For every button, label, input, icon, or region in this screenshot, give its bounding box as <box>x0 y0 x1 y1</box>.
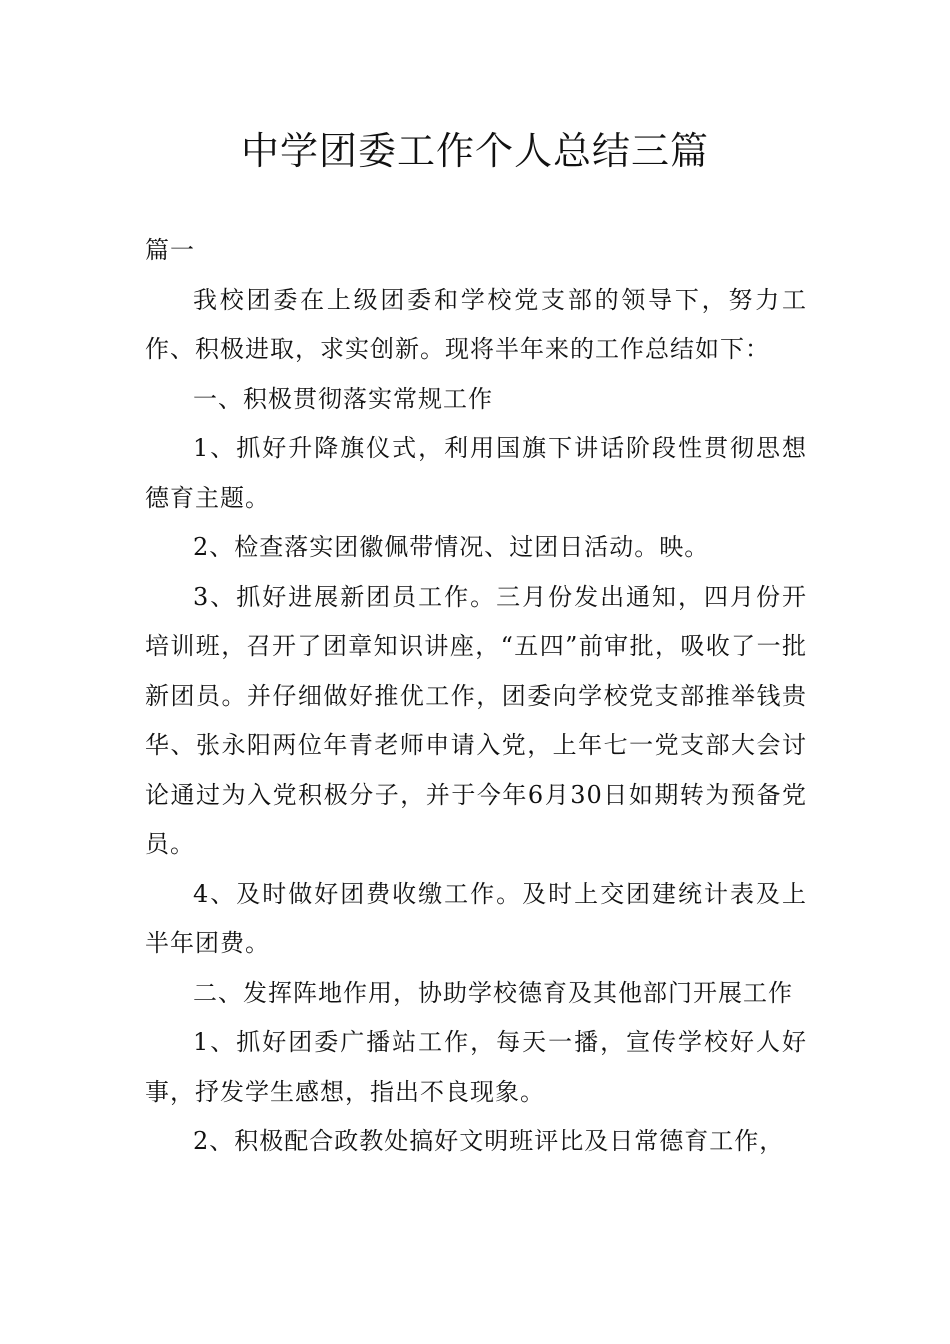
body-paragraph: 4、及时做好团费收缴工作。及时上交团建统计表及上半年团费。 <box>145 879 807 957</box>
document-body <box>145 226 807 1167</box>
document-title: 中学团委工作个人总结三篇 <box>240 129 709 173</box>
body-paragraph: 2、积极配合政教处搞好文明班评比及日常德育工作， <box>193 1127 785 1155</box>
section-heading: 篇一 <box>145 236 195 264</box>
body-paragraph: 我校团委在上级团委和学校党支部的领导下，努力工作、积极进取，求实创新。现将半年来的工作总结如下： <box>145 285 807 363</box>
body-paragraph: 1、抓好升降旗仪式，利用国旗下讲话阶段性贯彻思想德育主题。 <box>145 434 807 512</box>
body-paragraph: 2、检查落实团徽佩带情况、过团日活动。映。 <box>193 533 710 561</box>
body-paragraph: 1、抓好团委广播站工作，每天一播，宣传学校好人好事，抒发学生感想，指出不良现象。 <box>145 1028 807 1106</box>
body-paragraph: 一、积极贯彻落实常规工作 <box>193 384 493 413</box>
body-paragraph: 二、发挥阵地作用，协助学校德育及其他部门开展工作 <box>193 978 793 1007</box>
body-paragraph: 3、抓好进展新团员工作。三月份发出通知，四月份开培训班，召开了团章知识讲座，“五四”前审批，吸收了一批新团员。并仔细做好推优工作，团委向学校党支部推举钱贵华、张永阳两位年青老师申请入党，上年七一党支部大会讨论通过为入党积极分子，并于今年6月30日如期转为预备党员。 <box>145 582 807 858</box>
